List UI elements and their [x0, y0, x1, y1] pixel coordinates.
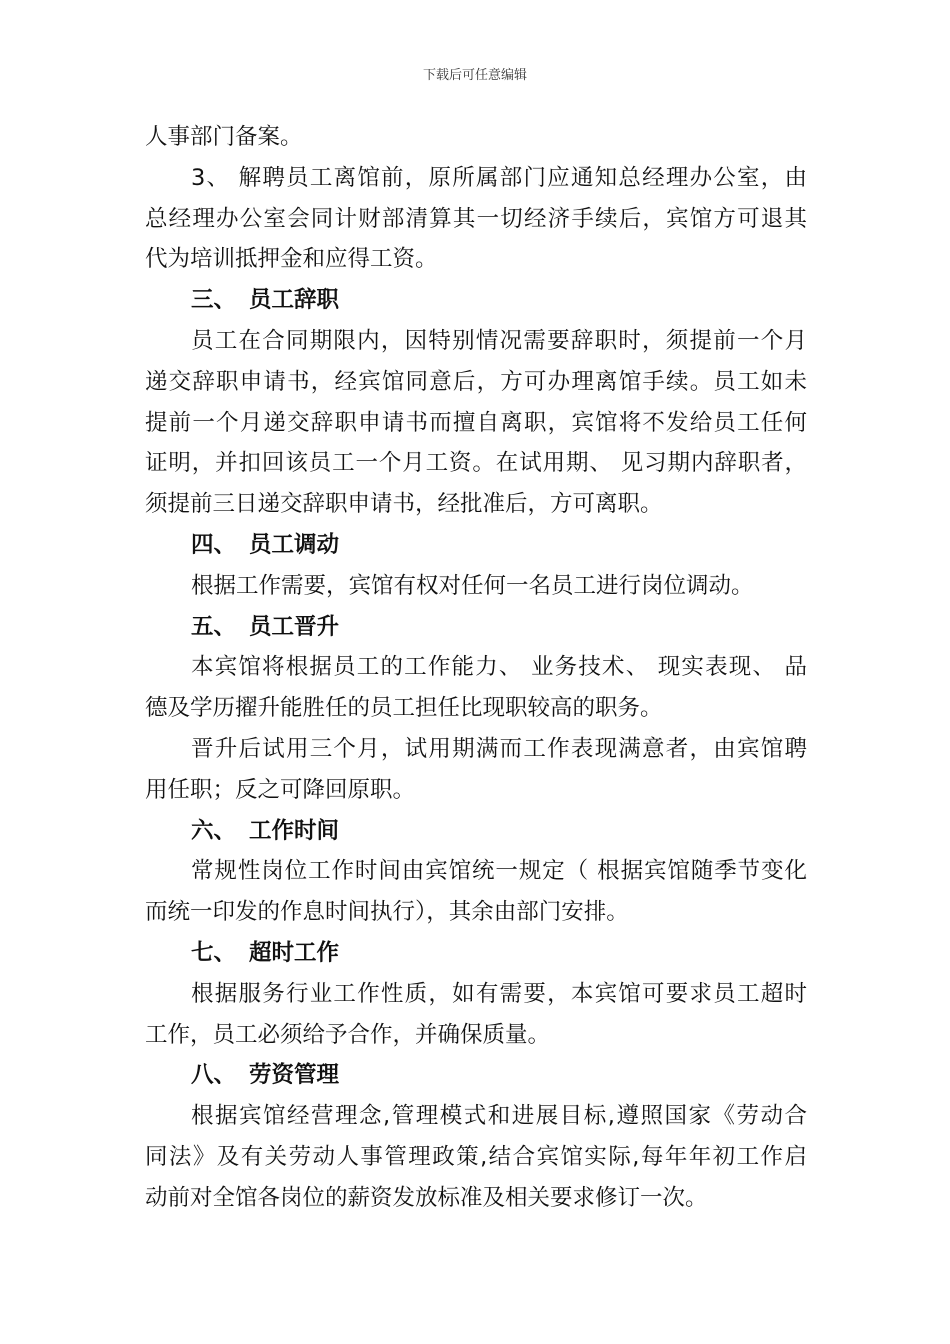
paragraph-line: 德及学历擢升能胜任的员工担任比现职较高的职务。 [145, 695, 663, 722]
section-heading-promotion [145, 607, 807, 648]
section-title: 工作时间 [249, 817, 340, 844]
section-heading-overtime [145, 933, 807, 974]
section-title: 员工晋升 [249, 613, 340, 640]
document-body [145, 117, 807, 1219]
paragraph-line: 根据宾馆经营理念,管理模式和进展目标,遵照国家《劳动合 [191, 1103, 807, 1130]
paragraph-line: 人事部门备案。 [145, 124, 303, 150]
paragraph-line: 动前对全馆各岗位的薪资发放标准及相关要求修订一次。 [145, 1184, 708, 1211]
section-number: 八、 [191, 1062, 237, 1089]
section-title: 劳资管理 [249, 1062, 340, 1089]
page-header-note: 下载后可任意编辑 [422, 68, 527, 83]
paragraph-line: 须提前三日递交辞职申请书，经批准后，方可离职。 [145, 491, 663, 518]
paragraph-line: 员工在合同期限内，因特别情况需要辞职时，须提前一个月 [191, 327, 807, 354]
paragraph-line: 晋升后试用三个月，试用期满而工作表现满意者，由宾馆聘 [191, 735, 807, 762]
section-number: 六、 [191, 817, 237, 844]
section-title: 员工调动 [249, 531, 340, 558]
paragraph-line: 提前一个月递交辞职申请书而擅自离职，宾馆将不发给员工任何 [145, 409, 807, 436]
paragraph-line: 总经理办公室会同计财部清算其一切经济手续后，宾馆方可退其 [145, 205, 807, 232]
paragraph-line: 而统一印发的作息时间执行），其余由部门安排。 [145, 899, 629, 926]
section-number: 三、 [191, 287, 237, 314]
paragraph-line: 用任职；反之可降回原职。 [145, 776, 416, 803]
section-heading-working-hours [145, 811, 807, 852]
paragraph-line: 根据服务行业工作性质，如有需要，本宾馆可要求员工超时 [191, 980, 807, 1007]
section-heading-resignation [145, 280, 807, 321]
paragraph-line: 工作，员工必须给予合作，并确保质量。 [145, 1021, 551, 1048]
paragraph-line: 本宾馆将根据员工的工作能力、 业务技术、 现实表现、 品 [191, 654, 807, 681]
paragraph-line: 递交辞职申请书，经宾馆同意后，方可办理离馆手续。员工如未 [145, 368, 807, 395]
paragraph-line: 同法》及有关劳动人事管理政策,结合宾馆实际,每年年初工作启 [145, 1143, 807, 1170]
section-number: 七、 [191, 939, 237, 966]
paragraph-line: 代为培训抵押金和应得工资。 [145, 246, 438, 273]
paragraph-line: 证明，并扣回该员工一个月工资。在试用期、 见习期内辞职者， [145, 450, 807, 477]
section-title: 超时工作 [249, 939, 340, 966]
section-title: 员工辞职 [249, 287, 340, 314]
section-number: 四、 [191, 531, 237, 558]
section-number: 五、 [191, 613, 237, 640]
section-heading-compensation [145, 1055, 807, 1096]
paragraph-line: 常规性岗位工作时间由宾馆统一规定（ 根据宾馆随季节变化 [191, 858, 807, 885]
section-heading-transfer [145, 525, 807, 566]
paragraph-line: 3、 解聘员工离馆前，原所属部门应通知总经理办公室，由 [191, 164, 807, 191]
paragraph-line: 根据工作需要，宾馆有权对任何一名员工进行岗位调动。 [191, 572, 754, 599]
